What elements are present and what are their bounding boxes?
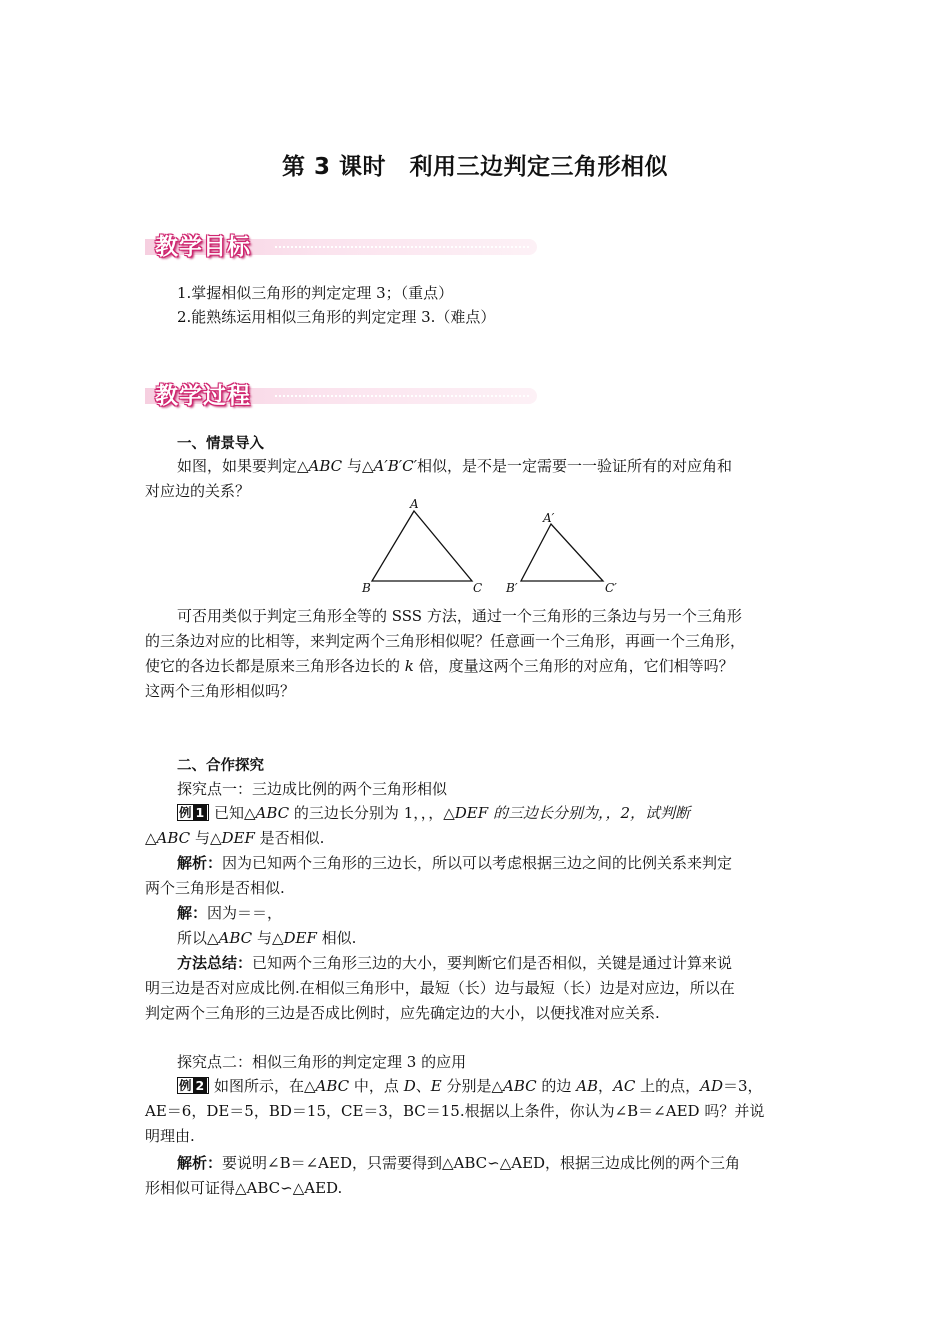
- explore-point-heading: 探究点二：相似三角形的判定定理 3 的应用: [177, 1053, 467, 1071]
- paragraph-line: 使它的各边长都是原来三角形各边长的 k 倍，度量这两个三角形的对应角，它们相等吗？: [145, 657, 734, 675]
- paragraph-line: 这两个三角形相似吗？: [145, 682, 296, 700]
- triangle-a-prime-b-prime-c-prime: [521, 524, 603, 581]
- example-tag: 例 2: [177, 1077, 209, 1094]
- vertex-label-b-prime: B′: [506, 581, 518, 595]
- vertex-label-b: B: [362, 581, 371, 595]
- section-heading: 二、合作探究: [177, 758, 264, 774]
- paragraph-line: 如图，如果要判定△ABC 与△A′B′C′相似，是不是一定需要一一验证所有的对应角和: [177, 457, 733, 475]
- method-summary-line: 判定两个三角形的三边是否成比例时，应先确定边的大小，以便找准对应关系.: [145, 1004, 660, 1022]
- method-summary-line: 明三边是否对应成比例.在相似三角形中，最短（长）边与最短（长）边是对应边，所以在: [145, 979, 735, 997]
- vertex-label-a: A: [410, 497, 419, 511]
- method-summary-line: 方法总结：已知两个三角形三边的大小，要判断它们是否相似，关键是通过计算来说: [177, 954, 733, 972]
- analysis-line: 形相似可证得△ABC∽△AED.: [145, 1179, 343, 1197]
- explore-point-heading: 探究点一：三边成比例的两个三角形相似: [177, 780, 448, 798]
- paragraph-line: 对应边的关系？: [145, 482, 251, 500]
- analysis-line: 解析：因为已知两个三角形的三边长，所以可以考虑根据三边之间的比例关系来判定: [177, 854, 733, 872]
- example-2-line: AE＝6，DE＝5，BD＝15，CE＝3，BC＝15.根据以上条件，你认为∠B＝∠AED 吗？并说: [145, 1102, 765, 1120]
- section-banner-process: [145, 381, 537, 411]
- example-1-line: 例 1 已知△ABC 的三边长分别为 1，，，△DEF 的三边长分别为，，2，试判断: [179, 804, 690, 822]
- vertex-label-c: C: [473, 581, 483, 595]
- triangle-abc: [372, 511, 472, 581]
- vertex-label-a-prime: A′: [543, 511, 555, 525]
- vertex-label-c-prime: C′: [605, 581, 617, 595]
- banner-label: 教学过程: [155, 383, 251, 409]
- example-1-line: △ABC 与△DEF 是否相似.: [145, 829, 325, 847]
- paragraph-line: 可否用类似于判定三角形全等的 SSS 方法，通过一个三角形的三条边与另一个三角形: [177, 607, 742, 625]
- example-tag: 例 1: [177, 804, 209, 821]
- analysis-line: 解析：要说明∠B＝∠AED，只需要得到△ABC∽△AED，根据三边成比例的两个三角: [177, 1154, 741, 1172]
- goal-item: 2.能熟练运用相似三角形的判定定理 3.（难点）: [177, 308, 496, 326]
- section-banner-goals: [145, 232, 537, 262]
- banner-label: 教学目标: [155, 234, 251, 260]
- solution-line: 解：因为＝＝，: [177, 904, 283, 922]
- section-heading: 一、情景导入: [177, 436, 264, 452]
- solution-line: 所以△ABC 与△DEF 相似.: [177, 929, 357, 947]
- page-title: 第 3 课时 利用三边判定三角形相似: [281, 154, 669, 180]
- example-2-line: 例 2 如图所示，在△ABC 中，点 D、E 分别是△ABC 的边 AB，AC 上的点，AD＝3，: [179, 1077, 763, 1095]
- similar-triangles-figure: [355, 496, 635, 598]
- goal-item: 1.掌握相似三角形的判定定理 3；（重点）: [177, 284, 454, 302]
- example-2-line: 明理由.: [145, 1127, 195, 1145]
- analysis-line: 两个三角形是否相似.: [145, 879, 285, 897]
- paragraph-line: 的三条边对应的比相等，来判定两个三角形相似呢？任意画一个三角形，再画一个三角形，: [145, 632, 746, 650]
